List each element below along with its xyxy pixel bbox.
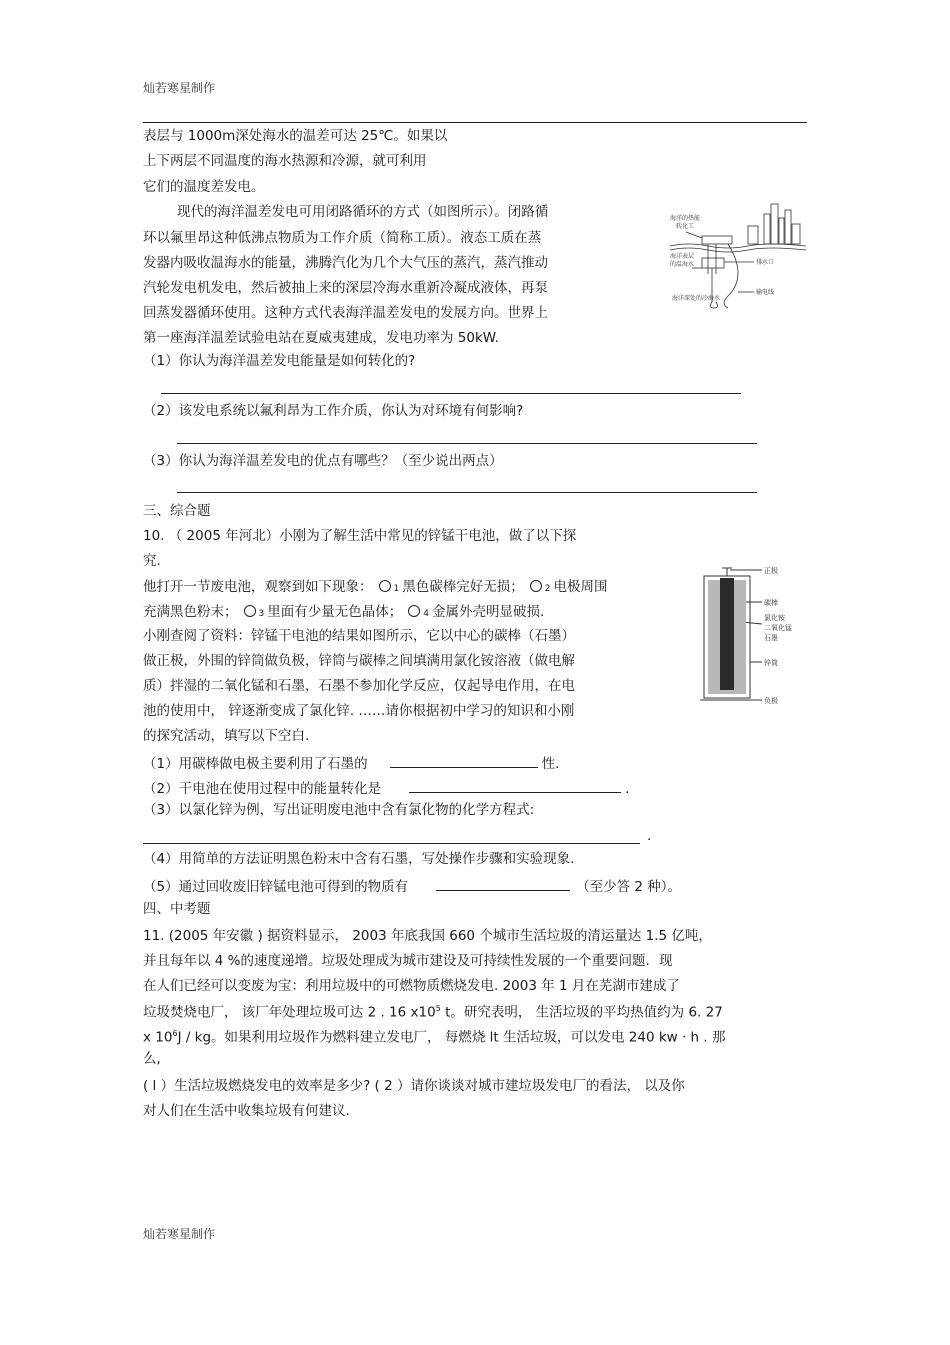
battery-structure-figure (698, 562, 808, 707)
ocean-text-line: 第一座海洋温差试验电站在夏威夷建成，发电功率为 50kW. (143, 330, 499, 346)
observation-text: 黑色碳棒完好无损； (402, 579, 524, 595)
question-text: 性. (541, 756, 560, 772)
marker-number: 3 (258, 609, 265, 619)
text-run: t。研究表明， 生活垃圾的平均热值约为 6. 27 (440, 1004, 723, 1021)
circle-marker (244, 605, 256, 617)
garbage-text-line (143, 1005, 723, 1020)
ocean-question-3: （3）你认为海洋温差发电的优点有哪些？（至少说出两点） (143, 453, 503, 469)
question-text: （2）干电池在使用过程中的能量转化是 (143, 781, 382, 797)
fill-blank[interactable] (409, 780, 621, 793)
header-rule (143, 122, 807, 123)
battery-question-1 (143, 755, 559, 772)
ocean-text-line: 表层与 1000m深处海水的温差可达 25℃。如果以 (143, 128, 448, 144)
marker-number: 1 (393, 584, 400, 594)
circle-marker (408, 605, 420, 617)
garbage-text-line: 在人们已经可以变废为宝：利用垃圾中的可燃物质燃烧发电. 2003 年 1 月在芜湖市建成了 (143, 978, 680, 994)
ocean-question-1: （1）你认为海洋温差发电能量是如何转化的? (143, 353, 416, 369)
battery-text-line: 池的使用中， 锌逐渐变成了氯化锌. ……请你根据初中学习的知识和小刚 (143, 703, 575, 719)
exponent: 5 (435, 1004, 441, 1013)
battery-label-mix: 石墨 (764, 634, 778, 642)
question-text: （1）用碳棒做电极主要利用了石墨的 (143, 756, 368, 772)
ocean-text-line: 它们的温度差发电。 (143, 179, 265, 195)
ocean-text-line: 汽轮发电机发电，然后被抽上来的深层冷海水重新冷凝成液体，再泵 (143, 280, 548, 296)
text-run: 垃圾焚烧电厂， 该厂年处理垃圾可达 2 . 16 x10 (143, 1004, 436, 1021)
battery-observation-line (143, 580, 607, 595)
figure-label: 海洋深处的冷海水 (672, 295, 721, 302)
battery-text-line: 做正极，外围的锌筒做负极，锌筒与碳棒之间填满用氯化铵溶液（做电解 (143, 653, 575, 669)
garbage-text-line: 么, (143, 1051, 161, 1067)
figure-label: 排水口 (756, 259, 775, 266)
figure-label: 的温海水 (670, 261, 695, 268)
marker-number: 4 (423, 609, 429, 619)
circle-marker (530, 580, 542, 592)
answer-line-end: . (647, 828, 652, 844)
answer-line (177, 492, 757, 493)
garbage-text-line: 11. (2005 年安徽 ) 据资料显示， 2003 年底我国 660 个城市生活垃圾的清运量达 1.5 亿吨， (143, 928, 712, 944)
exponent: 6 (172, 1029, 178, 1038)
question-text: （至少答 2 种）。 (576, 879, 682, 895)
battery-observation-line (143, 605, 544, 620)
battery-question-4: （4）用简单的方法证明黑色粉末中含有石墨，写处操作步骤和实验现象. (143, 851, 575, 867)
garbage-text-line: 并且每年以 4 %的速度递增。垃圾处理成为城市建设及可持续性发展的一个重要问题．现 (143, 953, 673, 969)
ocean-text-line: 回蒸发器循环使用。这种方式代表海洋温差发电的发展方向。世界上 (143, 305, 548, 321)
ocean-text-line: 环以氟里昂这种低沸点物质为工作介质（简称工质）。液态工质在蒸 (143, 230, 542, 246)
ocean-thermal-figure (668, 196, 808, 316)
section-heading: 四、中考题 (143, 901, 211, 917)
garbage-text-line (143, 1030, 726, 1045)
observation-text: 金属外壳明显破损. (431, 604, 545, 620)
battery-label-rod: 碳棒 (764, 599, 778, 607)
battery-text-line: 10. （ 2005 年河北）小刚为了解生活中常见的锌锰干电池，做了以下探 (143, 528, 577, 544)
ocean-text-line: 现代的海洋温差发电可用闭路循环的方式（如图所示）。闭路循 (177, 204, 549, 220)
battery-question-5 (143, 878, 681, 895)
battery-label-mix: 氯化铵 (764, 614, 785, 622)
question-text: （5）通过回收废旧锌锰电池可得到的物质有 (143, 879, 409, 895)
battery-label-zinc: 锌筒 (764, 659, 778, 667)
battery-text-line: 小刚查阅了资料：锌锰干电池的结果如图所示，它以中心的碳棒（石墨） (143, 628, 575, 644)
page-header: 灿若寒星制作 (143, 81, 216, 95)
battery-question-3: （3）以氯化锌为例，写出证明废电池中含有氯化物的化学方程式: (143, 802, 535, 818)
battery-label-mix: 二氧化锰 (764, 624, 792, 632)
page-footer: 灿若寒星制作 (143, 1227, 216, 1241)
figure-label: 海洋的热能 (670, 215, 701, 222)
ocean-text-line: 上下两层不同温度的海水热源和冷源，就可利用 (143, 153, 427, 169)
observation-intro: 他打开一节废电池，观察到如下现象： (143, 579, 373, 595)
battery-question-2 (143, 780, 629, 797)
question-text: . (625, 781, 630, 797)
circle-marker (379, 580, 391, 592)
fill-blank[interactable] (436, 878, 570, 891)
observation-text: 充满黑色粉末； (143, 604, 238, 620)
answer-line (161, 393, 741, 394)
garbage-question-line: 对人们在生活中收集垃圾有何建议. (143, 1103, 350, 1119)
answer-line (143, 843, 640, 844)
observation-text: 电极周围 (553, 579, 608, 595)
section-heading: 三、综合题 (143, 503, 211, 519)
marker-number: 2 (544, 584, 551, 594)
battery-label-negative: 负极 (764, 697, 778, 705)
battery-text-line: 的探究活动，填写以下空白. (143, 728, 310, 744)
observation-text: 里面有少量无色晶体； (267, 604, 403, 620)
battery-label-positive: 正极 (764, 567, 778, 575)
battery-text-line: 质）拌湿的二氧化锰和石墨，石墨不参加化学反应，仅起导电作用，在电 (143, 678, 575, 694)
answer-line (177, 443, 757, 444)
ocean-question-2: （2）该发电系统以氟利昂为工作介质，你认为对环境有何影响? (143, 403, 524, 419)
figure-label: 海洋表层 (670, 253, 695, 260)
ocean-text-line: 发器内吸收温海水的能量，沸腾汽化为几个大气压的蒸汽，蒸汽推动 (143, 255, 548, 271)
battery-text-line: 究. (143, 553, 161, 569)
figure-label: 转化工 (676, 223, 695, 230)
text-run: x 10 (143, 1029, 173, 1046)
figure-label: 输电线 (756, 289, 775, 296)
text-run: J / kg。如果利用垃圾作为燃料建立发电厂， 每燃烧 lt 生活垃圾，可以发电 240 kw · h . 那 (177, 1029, 726, 1046)
garbage-question-line: ( l ）生活垃圾燃烧发电的效率是多少? ( 2 ）请你谈谈对城市建垃圾发电厂的看法， 以及你 (143, 1078, 685, 1094)
fill-blank[interactable] (390, 755, 538, 768)
